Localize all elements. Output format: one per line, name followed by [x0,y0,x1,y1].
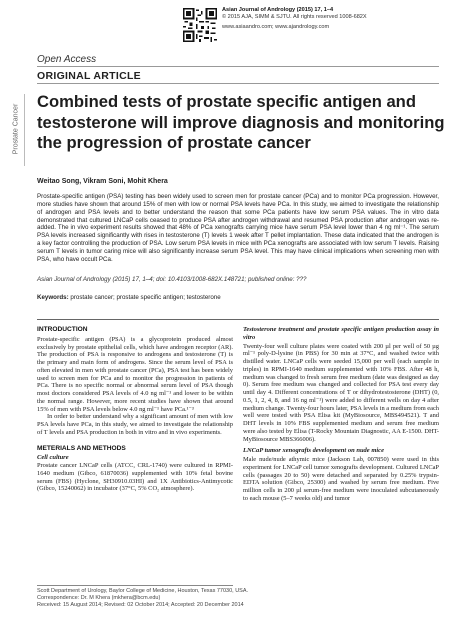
introduction-heading: INTRODUCTION [37,326,88,333]
correspondence: Correspondence: Dr. M Khera (mkhera@bcm.edu) [37,595,161,601]
article-dates: Received: 15 August 2014; Revised: 02 October 2014; Accepted: 20 December 2014 [37,602,244,608]
right-column [243,326,439,503]
journal-name: Asian Journal of Andrology (2015) 17, 1–4 [222,7,334,13]
side-section-label: Prostate Cancer [12,103,20,155]
xenograft-paragraph: Male nude/nude athymic mice (Jackson Lab, 007850) were used in this experiment for LNCaP cell tumor xenografts development. Cultured LNCaP cells (passages 20 to 50) were detached and separated by 0.25% trypsin-EDTA solution (Gibco, 25300) and washed by serum free medium. Five million cells in 200 µl serum-free medium were inoculated subcutaneously to each mouse (5–7 weeks old) and tumor [243,456,439,502]
copyright-line: © 2015 AJA, SIMM & SJTU. All rights reserved 1008-682X [222,14,367,21]
keywords [37,294,439,301]
intro-paragraph-1: Prostate-specific antigen (PSA) is a glycoprotein produced almost exclusively by prostate epithelial cells, which have androgen receptor (AR). The production of PSA is responsive to androgens and testosterone (T) is the primary and main form of androgens. Since the serum level of PSA is often elevated in men with prostate cancer (PCa), PSA test has been widely used to screen men for PCa and to monitor the progression in patients of PCa. There is no specific normal or abnormal serum level of PSA though most doctors considered PSA levels of 4.0 ng ml⁻¹ and lower to be within the normal range. However, more recent studies have shown that around 15% of men with PSA levels below 4.0 ng ml⁻¹ have PCa.¹⁻³ [37,335,233,413]
author-list: Weitao Song, Vikram Soni, Mohit Khera [37,178,168,185]
journal-header [222,7,472,32]
article-type: ORIGINAL ARTICLE [37,70,141,82]
side-divider [24,94,25,166]
footer-rule [37,585,233,586]
cell-culture-paragraph: Prostate cancer LNCaP cells (ATCC, CRL-1740) were cultured in RPMI-1640 medium (Gibco, 61870036) supplemented with 10% fetal bovine serum (FBS) (Hyclone, SH30910.03HI) and 1X Antibiotics-Antimycotic (Gibco, 15240062) in incubator (37°C, 5% CO₂ atmosphere). [37,462,233,493]
abstract: Prostate-specific antigen (PSA) testing has been widely used to screen men for prostate cancer (PCa) and to monitor PCa progression. However, more studies have shown that around 15% of men with low or normal PSA levels have PCa. In this study, we aimed to investigate the relationship of androgen and PSA levels and to better understand the reason that some PCa patients have low serum PSA values. The in vitro data demonstrated that cultured LNCaP cells ceased to produce PSA after androgen withdrawal and resumed PSA production after androgen was re-added. The in vivo experiment results showed that 48% of PCa xenografts carrying mice have serum PSA level lower than 4 ng ml⁻¹. The serum PSA levels increased significantly with rises in testosterone (T) levels 1 week after T pellet implantation. These data indicated that the androgen is a key factor controlling the production of PSA. Low serum PSA levels in mice with PCa xenografts are associated with low serum T levels. Raising serum T levels in tumor caring mice will also significantly increase serum PSA level. This may have clinical implications when screening men with PSA, who have occult PCa. [37,193,439,263]
open-access-label: Open Access [37,54,97,65]
intro-paragraph-2: In order to better understand why a significant amount of men with low PSA levels have PCa, in this study, we aimed to investigate the relationship of T levels and PSA production in both in vitro and in vivo experiments. [37,413,233,436]
article-title: Combined tests of prostate specific antigen and testosterone will improve diagnosis and monitoring the progression of prostate cancer [37,92,445,152]
header-rule [37,66,439,67]
affiliation: Scott Department of Urology, Baylor College of Medicine, Houston, Texas 77030, USA. [37,588,249,594]
qr-code [183,8,217,42]
treatment-paragraph: Twenty-four well culture plates were coated with 200 µl per well of 50 µg ml⁻¹ poly-D-lysine (in PBS) for 30 min at 37°C, and washed twice with distilled water. LNCaP cells were seeded 15,000 per well (each sample in triples) in RPMI-1640 medium supplemented with 10% FBS. After 48 h, medium was changed to fresh serum free medium (date was designed as day 0). Serum free medium was changed and collected for PSA test every day until day 4. Different concentrations of T or dihydrotestosterone (DHT) (0, 0.5, 1, 2, 4, 8, and 16 ng ml⁻¹) were added to different wells on day 4 after medium change. Twenty-four hours later, PSA levels in a medium from each well were tested with PSA Elisa kit (MyBiosource, MBS494521). T and DHT levels in 10% FBS supplemented medium and serum free medium were also tested by Elisa (T-Rocky Mountain Diagnostic, AA E-1500. DHT-MyBiosource MBS366006). [243,342,439,443]
treatment-heading: Testosterone treatment and prostate specific antigen production assay in vitro [243,326,439,341]
citation: Asian Journal of Andrology (2015) 17, 1–4; doi: 10.4103/1008-682X.148721; published online: ??? [37,276,307,283]
journal-url[interactable]: www.asiaandro.com; www.ajandrology.com [222,24,330,31]
xenograft-heading: LNCaP tumor xenografts development on nude mice [243,447,384,455]
article-type-rule [37,83,439,84]
body-rule [37,319,439,320]
methods-heading: METERIALS AND METHODS [37,444,126,452]
keywords-label: Keywords: [37,294,69,301]
cell-culture-heading: Cell culture [37,454,69,462]
footer [37,588,439,609]
left-column [37,326,233,493]
keywords-text: prostate cancer; prostate specific antigen; testosterone [70,294,221,301]
